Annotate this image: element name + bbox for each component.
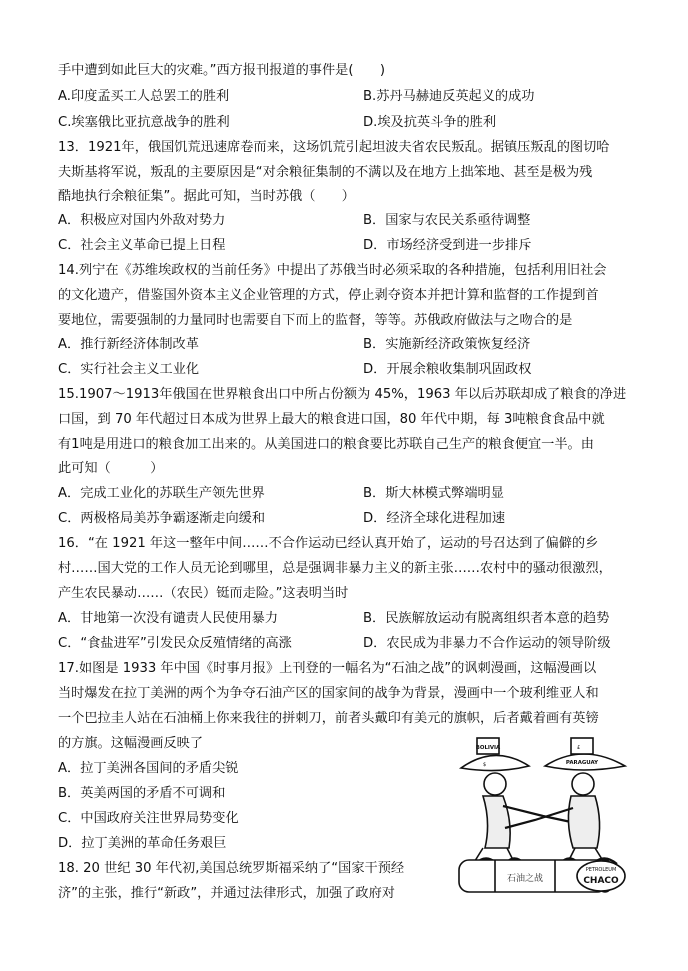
q13-option-d[interactable]: D．市场经济受到进一步排斥	[363, 238, 532, 253]
q17-stem-line-3: 一个巴拉圭人站在石油桶上你来我往的拼刺刀，前者头戴印有美元的旗帜，后者戴着画有英镑	[58, 711, 599, 726]
paraguayan-figure	[505, 738, 625, 864]
q17-stem-line-4: 的方旗。这幅漫画反映了	[58, 736, 204, 751]
q17-option-c[interactable]: C．中国政府关注世界局势变化	[58, 811, 239, 826]
q15-option-a[interactable]: A．完成工业化的苏联生产领先世界	[58, 486, 265, 501]
q14-stem-line-3: 要地位，需要强制的力量同时也需要自下而上的监督，等等。苏俄政府做法与之吻合的是	[58, 313, 573, 328]
q15-option-b[interactable]: B．斯大林模式弊端明显	[363, 486, 504, 501]
bolivian-figure	[461, 738, 571, 864]
q15-stem-line-4: 此可知（ ）	[58, 461, 164, 476]
q12-option-d[interactable]: D.埃及抗英斗争的胜利	[363, 115, 497, 130]
q14-option-d[interactable]: D．开展余粮收集制巩固政权	[363, 362, 532, 377]
q17-stem-line-1: 17.如图是 1933 年中国《时事月报》上刊登的一幅名为“石油之战”的讽刺漫画，这幅漫画以	[58, 661, 597, 676]
q14-stem-line-2: 的文化遗产，借鉴国外资本主义企业管理的方式，停止剥夺资本并把计算和监督的工作提到首	[58, 288, 599, 303]
barrel-chaco-label: CHACO	[583, 876, 619, 886]
q13-stem-line-1: 13．1921年，俄国饥荒迅速席卷而来，这场饥荒引起坦波夫省农民叛乱。据镇压叛乱的图切哈	[58, 140, 610, 155]
pound-flag-icon: £	[577, 745, 581, 751]
q13-option-c[interactable]: C．社会主义革命已提上日程	[58, 238, 226, 253]
q12-stem-line: 手中遭到如此巨大的灾难。”西方报刊报道的事件是( )	[58, 63, 386, 78]
q14-option-b[interactable]: B．实施新经济政策恢复经济	[363, 337, 531, 352]
q16-stem-line-1: 16．“在 1921 年这一整年中间……不合作运动已经认真开始了，运动的号召达到了偏僻的乡	[58, 536, 599, 551]
q18-stem-line-2: 济”的主张，推行“新政”，并通过法律形式，加强了政府对	[58, 886, 395, 901]
hat-right-label: PARAGUAY	[565, 760, 599, 766]
dollar-flag-icon: $	[483, 762, 487, 768]
q13-option-b[interactable]: B．国家与农民关系亟待调整	[363, 213, 531, 228]
q17-stem-line-2: 当时爆发在拉丁美洲的两个为争夺石油产区的国家间的战争为背景，漫画中一个玻利维亚人和	[58, 686, 599, 701]
q15-stem-line-3: 有1吨是用进口的粮食加工出来的。从美国进口的粮食要比苏联自己生产的粮食便宜一半。由	[58, 437, 594, 452]
q15-stem-line-2: 口国，到 70 年代超过日本成为世界上最大的粮食进口国，80 年代中期，每 3吨粮食食品中就	[58, 412, 605, 427]
q16-option-a[interactable]: A．甘地第一次没有谴责人民使用暴力	[58, 611, 279, 626]
q17-option-d[interactable]: D．拉丁美洲的革命任务艰巨	[58, 836, 227, 851]
q13-stem-line-2: 夫斯基将军说，叛乱的主要原因是“对余粮征集制的不满以及在地方上拙笨地、甚至是极为残	[58, 165, 593, 180]
q15-stem-line-1: 15.1907～1913年俄国在世界粮食出口中所占份额为 45%，1963 年以后苏联却成了粮食的净进	[58, 387, 627, 402]
barrel-petroleum-label: PETROLEUM	[585, 867, 617, 873]
q16-stem-line-2: 村……国大党的工作人员无论到哪里，总是强调非暴力主义的新主张……农村中的骚动很激烈，	[58, 561, 612, 576]
q16-option-c[interactable]: C．“食盐进军”引发民众反殖情绪的高涨	[58, 636, 292, 651]
q12-option-c[interactable]: C.埃塞俄比亚抗意战争的胜利	[58, 115, 230, 130]
q15-option-c[interactable]: C．两极格局美苏争霸逐渐走向缓和	[58, 511, 266, 526]
barrel-chinese-label: 石油之战	[506, 874, 544, 884]
q16-stem-line-3: 产生农民暴动……（农民）铤而走险。”这表明当时	[58, 586, 349, 601]
q15-option-d[interactable]: D．经济全球化进程加速	[363, 511, 506, 526]
q16-option-b[interactable]: B．民族解放运动有脱离组织者本意的趋势	[363, 611, 610, 626]
q18-stem-line-1: 18. 20 世纪 30 年代初,美国总统罗斯福采纳了“国家干预经	[58, 861, 405, 876]
q12-option-b[interactable]: B.苏丹马赫迪反英起义的成功	[363, 89, 535, 104]
q16-option-d[interactable]: D．农民成为非暴力不合作运动的领导阶级	[363, 636, 611, 651]
q14-option-a[interactable]: A．推行新经济体制改革	[58, 337, 199, 352]
q12-option-a[interactable]: A.印度孟买工人总罢工的胜利	[58, 89, 230, 104]
q17-option-b[interactable]: B．英美两国的矛盾不可调和	[58, 786, 226, 801]
q14-stem-line-1: 14.列宁在《苏维埃政权的当前任务》中提出了苏俄当时必须采取的各种措施，包括利用旧社会	[58, 263, 607, 278]
q13-option-a[interactable]: A．积极应对国内外敌对势力	[58, 213, 226, 228]
q13-stem-line-3: 酷地执行余粮征集”。据此可知，当时苏俄（ ）	[58, 189, 355, 204]
hat-left-label: BOLIVIA	[475, 745, 501, 751]
q14-option-c[interactable]: C．实行社会主义工业化	[58, 362, 200, 377]
q17-option-a[interactable]: A．拉丁美洲各国间的矛盾尖锐	[58, 761, 239, 776]
oil-war-cartoon	[455, 736, 633, 894]
